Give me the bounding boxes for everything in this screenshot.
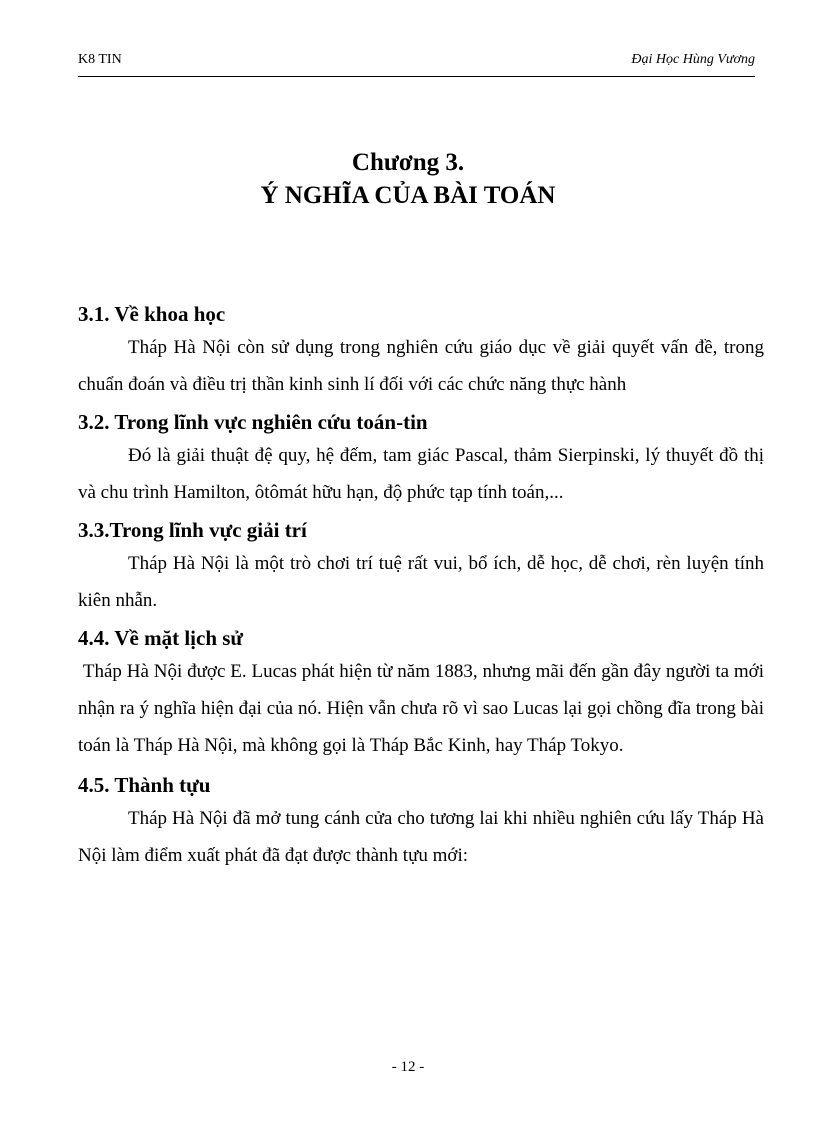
chapter-number: Chương 3. <box>351 149 465 176</box>
section-paragraph: Tháp Hà Nội được E. Lucas phát hiện từ năm 1883, nhưng mãi đến gần đây người ta mới nhận ra ý nghĩa hiện đại của nó. Hiện vẫn chưa rõ vì sao Lucas lại gọi chồng đĩa trong bài toán là Tháp Hà Nội, mà không gọi là Tháp Bắc Kinh, hay Tháp Tokyo. <box>78 661 769 756</box>
header-divider <box>78 76 755 77</box>
section-achievements <box>78 770 764 874</box>
section-paragraph: Đó là giải thuật đệ quy, hệ đếm, tam giác Pascal, thảm Sierpinski, lý thuyết đồ thị và chu trình Hamilton, ôtômát hữu hạn, độ phức tạp tính toán,... <box>78 445 764 503</box>
section-entertainment <box>78 515 764 619</box>
header-course-label: K8 TIN <box>78 52 122 67</box>
section-science <box>78 299 764 403</box>
page-header <box>78 52 755 72</box>
section-heading: 4.4. Về mặt lịch sử <box>78 626 244 650</box>
section-math-informatics <box>78 407 764 511</box>
section-heading: 3.1. Về khoa học <box>78 302 226 326</box>
page-number: - 12 - <box>391 1059 425 1075</box>
document-body <box>78 299 769 874</box>
section-heading: 4.5. Thành tựu <box>78 773 211 797</box>
chapter-heading <box>0 146 816 212</box>
header-university-label: Đại Học Hùng Vương <box>631 52 755 67</box>
chapter-title: Ý NGHĨA CỦA BÀI TOÁN <box>260 182 556 209</box>
section-heading: 3.2. Trong lĩnh vực nghiên cứu toán-tin <box>78 410 428 434</box>
section-paragraph: Tháp Hà Nội là một trò chơi trí tuệ rất vui, bổ ích, dễ học, dễ chơi, rèn luyện tính kiên nhẫn. <box>78 553 764 611</box>
section-paragraph: Tháp Hà Nội còn sử dụng trong nghiên cứu giáo dục về giải quyết vấn đề, trong chuẩn đoán và điều trị thần kinh sinh lí đối với các chức năng thực hành <box>78 337 764 395</box>
section-paragraph: Tháp Hà Nội đã mở tung cánh cửa cho tương lai khi nhiều nghiên cứu lấy Tháp Hà Nội làm điểm xuất phát đã đạt được thành tựu mới: <box>78 808 764 866</box>
section-history <box>78 623 769 764</box>
section-heading: 3.3.Trong lĩnh vực giải trí <box>78 518 307 542</box>
